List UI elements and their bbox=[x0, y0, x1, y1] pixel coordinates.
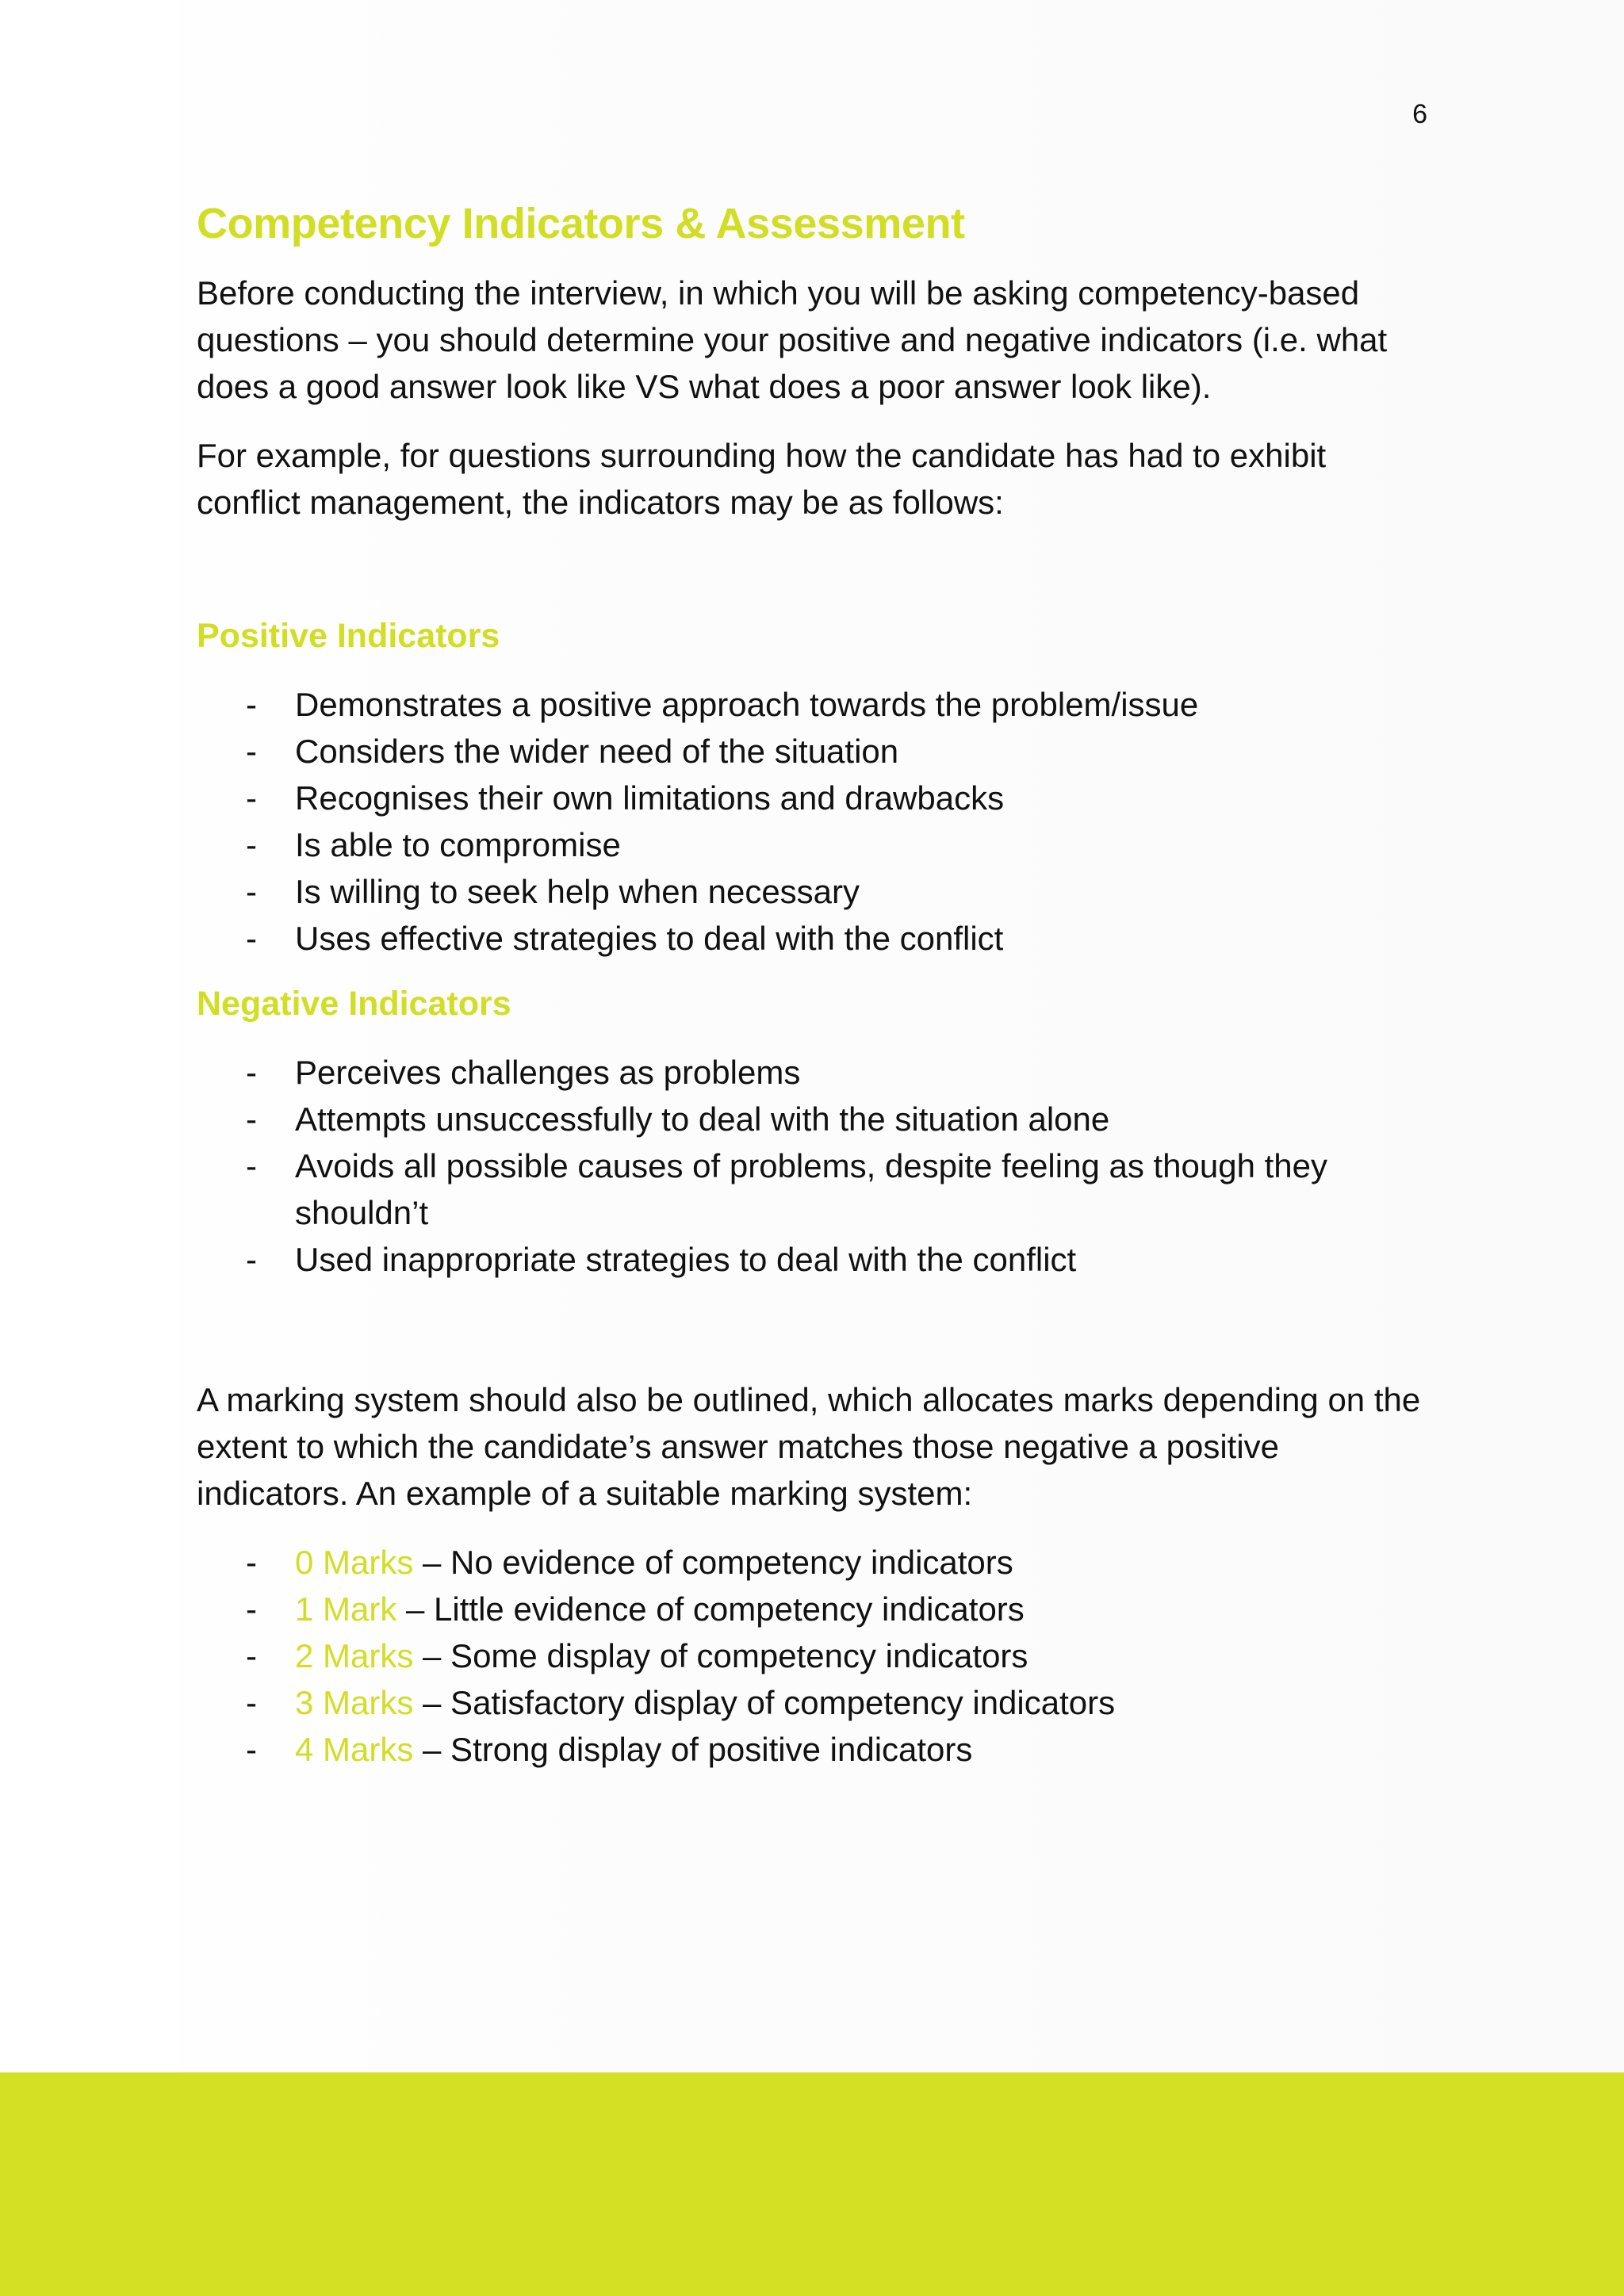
positive-indicator-text: Is able to compromise bbox=[295, 826, 621, 863]
list-dash: - bbox=[246, 1100, 257, 1138]
negative-indicator-text: Avoids all possible causes of problems, despite feeling as though they shouldn’t bbox=[295, 1147, 1328, 1231]
positive-indicator-text: Is willing to seek help when necessary bbox=[295, 873, 860, 910]
positive-indicator-item bbox=[197, 915, 1434, 962]
list-dash: - bbox=[246, 1241, 257, 1278]
positive-indicator-text: Considers the wider need of the situation bbox=[295, 733, 899, 770]
mark-description: – Some display of competency indicators bbox=[413, 1637, 1028, 1674]
intro-paragraph-1: Before conducting the interview, in which you will be asking competency-based questions – you should determine your positive and negative indicators (i.e. what does a good answer look like VS what does a poor answer look like). bbox=[197, 274, 1388, 405]
positive-indicator-text: Recognises their own limitations and drawbacks bbox=[295, 779, 1005, 817]
marking-item bbox=[197, 1632, 1434, 1679]
mark-description: – No evidence of competency indicators bbox=[413, 1544, 1013, 1581]
page-title: Competency Indicators & Assessment bbox=[197, 200, 965, 247]
positive-indicator-text: Uses effective strategies to deal with the conflict bbox=[295, 920, 1004, 957]
document-content bbox=[197, 195, 1434, 1773]
intro-paragraph-2: For example, for questions surrounding how the candidate has had to exhibit conflict management, the indicators may be as follows: bbox=[197, 437, 1327, 521]
marking-item bbox=[197, 1726, 1434, 1773]
list-dash: - bbox=[246, 920, 257, 957]
marking-system-list bbox=[197, 1539, 1434, 1773]
marking-system-paragraph: A marking system should also be outlined, which allocates marks depending on the extent to which the candidate’s answer matches those negative a positive indicators. An example of a suitable marking system: bbox=[197, 1381, 1421, 1512]
list-dash: - bbox=[246, 779, 257, 817]
marking-item bbox=[197, 1539, 1434, 1586]
negative-indicator-item bbox=[197, 1049, 1434, 1096]
list-dash: - bbox=[246, 1731, 257, 1768]
positive-indicators-heading: Positive Indicators bbox=[197, 617, 500, 655]
mark-label: 0 Marks bbox=[295, 1544, 414, 1581]
page-number: 6 bbox=[1412, 99, 1427, 129]
positive-indicator-item bbox=[197, 728, 1434, 775]
list-dash: - bbox=[246, 873, 257, 910]
list-dash: - bbox=[246, 1147, 257, 1184]
positive-indicator-item bbox=[197, 775, 1434, 821]
marking-item bbox=[197, 1586, 1434, 1632]
list-dash: - bbox=[246, 1054, 257, 1091]
negative-indicator-item bbox=[197, 1096, 1434, 1142]
mark-label: 2 Marks bbox=[295, 1637, 414, 1674]
list-dash: - bbox=[246, 1637, 257, 1674]
mark-description: – Strong display of positive indicators bbox=[413, 1731, 973, 1768]
mark-description: – Little evidence of competency indicators bbox=[396, 1590, 1025, 1628]
mark-label: 3 Marks bbox=[295, 1684, 414, 1721]
list-dash: - bbox=[246, 826, 257, 863]
positive-indicator-item bbox=[197, 681, 1434, 728]
list-dash: - bbox=[246, 686, 257, 723]
marking-item bbox=[197, 1679, 1434, 1726]
negative-indicator-item bbox=[197, 1236, 1434, 1283]
negative-indicators-list bbox=[197, 1049, 1434, 1283]
negative-indicator-text: Perceives challenges as problems bbox=[295, 1054, 801, 1091]
positive-indicator-item bbox=[197, 868, 1434, 915]
list-dash: - bbox=[246, 1590, 257, 1628]
positive-indicators-list bbox=[197, 681, 1434, 962]
positive-indicator-text: Demonstrates a positive approach towards the problem/issue bbox=[295, 686, 1199, 723]
negative-indicator-text: Attempts unsuccessfully to deal with the situation alone bbox=[295, 1100, 1110, 1138]
negative-indicators-heading: Negative Indicators bbox=[197, 985, 511, 1023]
positive-indicator-item bbox=[197, 821, 1434, 868]
negative-indicator-item bbox=[197, 1142, 1434, 1236]
mark-label: 4 Marks bbox=[295, 1731, 414, 1768]
list-dash: - bbox=[246, 1544, 257, 1581]
footer-color-band bbox=[0, 2072, 1624, 2296]
list-dash: - bbox=[246, 1684, 257, 1721]
mark-label: 1 Mark bbox=[295, 1590, 397, 1628]
negative-indicator-text: Used inappropriate strategies to deal with the conflict bbox=[295, 1241, 1077, 1278]
list-dash: - bbox=[246, 733, 257, 770]
mark-description: – Satisfactory display of competency indicators bbox=[413, 1684, 1116, 1721]
